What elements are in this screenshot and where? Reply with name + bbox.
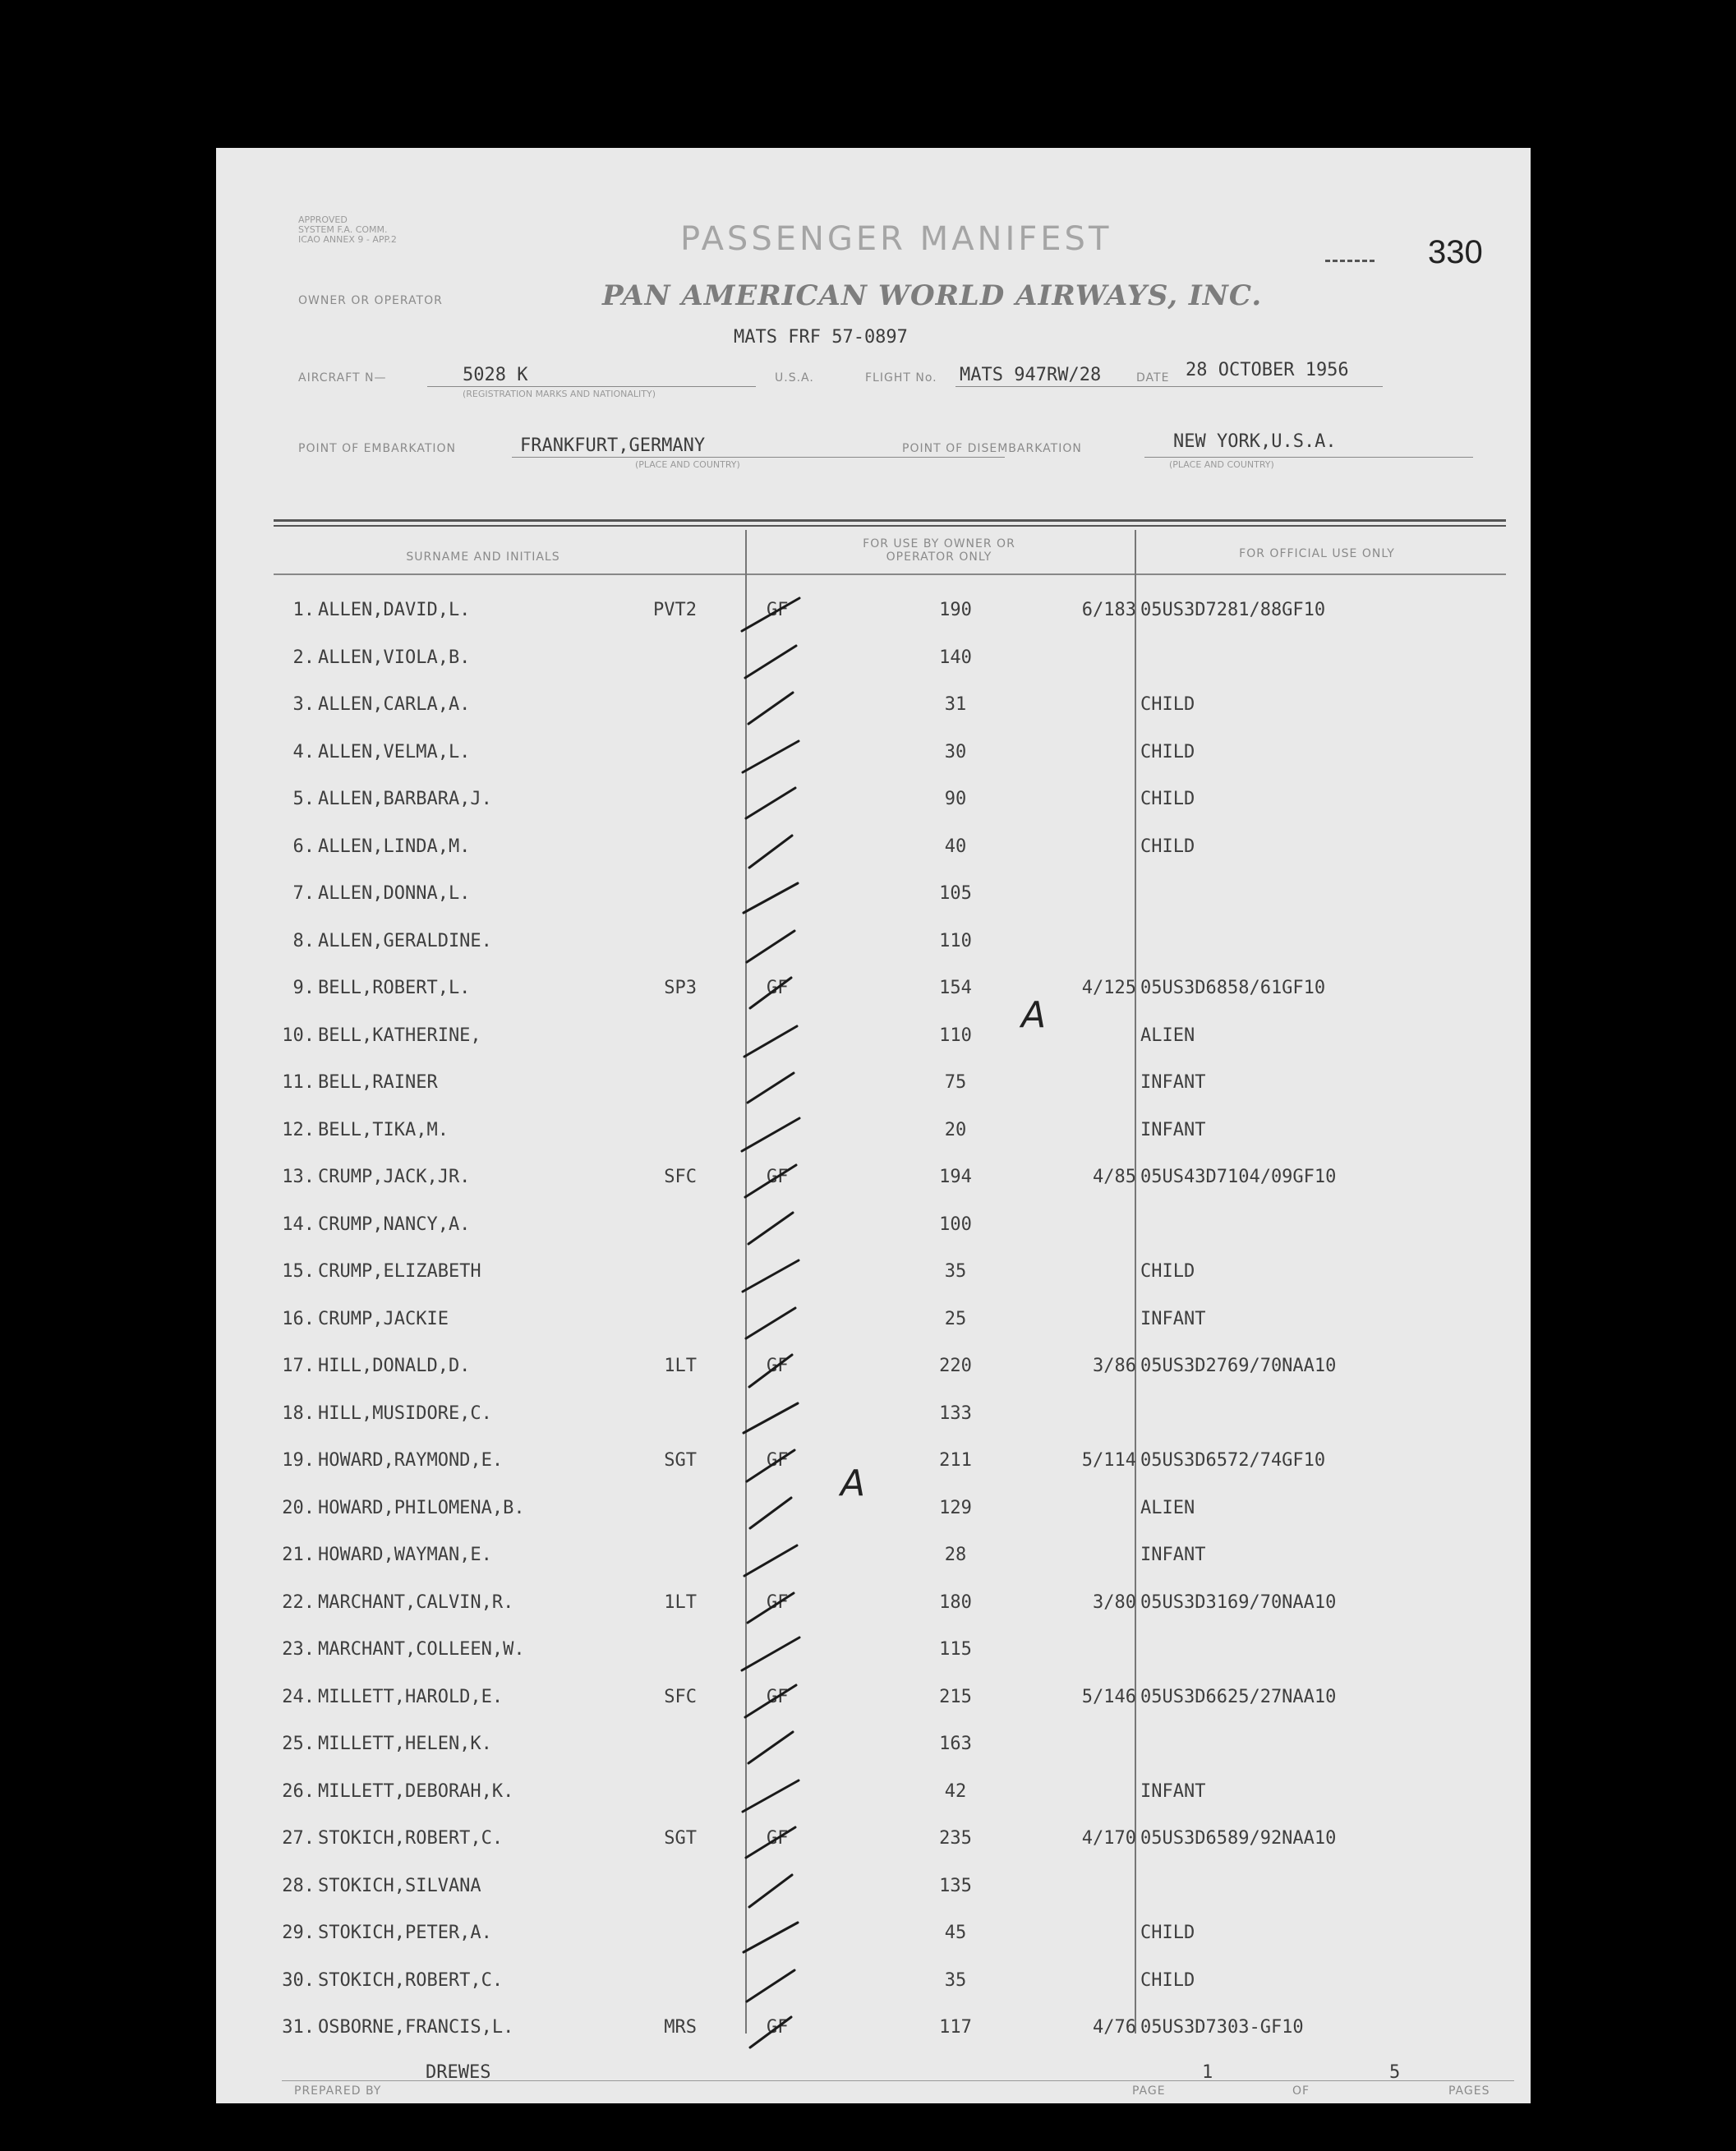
embark-caption: (PLACE AND COUNTRY) <box>635 459 740 470</box>
passenger-name: BELL,TIKA,M. <box>318 1119 449 1140</box>
row-number: 26. <box>282 1780 315 1802</box>
official-entry: 05US3D3169/70NAA10 <box>1140 1591 1337 1613</box>
header-rule-top <box>274 519 1506 522</box>
passenger-weight: 105 <box>939 883 972 904</box>
approved-line: APPROVED <box>298 214 348 225</box>
official-entry: INFANT <box>1140 1308 1206 1329</box>
disembark-value: NEW YORK,U.S.A. <box>1173 431 1337 452</box>
passenger-name: STOKICH,PETER,A. <box>318 1923 492 1943</box>
official-entry: INFANT <box>1140 1780 1206 1802</box>
owner-value: PAN AMERICAN WORLD AIRWAYS, INC. <box>602 279 1263 312</box>
row-number: 2. <box>292 647 315 668</box>
check-mark <box>725 1679 824 1726</box>
passenger-name: MARCHANT,COLLEEN,W. <box>318 1639 525 1660</box>
passenger-weight: 40 <box>944 836 967 857</box>
passenger-row <box>216 686 1531 734</box>
check-mark <box>725 1395 824 1443</box>
passenger-row <box>216 1914 1531 1962</box>
page-number: 330 <box>1428 234 1483 270</box>
row-number: 1. <box>292 600 315 620</box>
passenger-name: HOWARD,RAYMOND,E. <box>318 1450 504 1471</box>
passenger-row <box>216 1206 1531 1254</box>
passenger-weight: 129 <box>939 1497 972 1518</box>
passenger-row <box>216 2009 1531 2057</box>
passenger-weight: 110 <box>939 930 972 951</box>
passenger-name: HILL,DONALD,D. <box>318 1356 471 1376</box>
passenger-weight: 133 <box>939 1403 972 1424</box>
passenger-row <box>216 1725 1531 1773</box>
row-number: 31. <box>282 2017 315 2038</box>
passenger-weight: 75 <box>944 1072 967 1093</box>
passenger-name: MILLETT,HELEN,K. <box>318 1734 492 1754</box>
row-number: 5. <box>292 789 315 809</box>
passenger-row <box>216 875 1531 923</box>
check-mark <box>725 1631 824 1679</box>
passenger-row <box>216 1112 1531 1159</box>
passenger-weight: 45 <box>944 1923 967 1943</box>
passenger-row <box>216 1868 1531 1915</box>
passenger-name: OSBORNE,FRANCIS,L. <box>318 2017 514 2038</box>
check-mark <box>725 686 824 734</box>
passenger-rank: SFC <box>664 1167 697 1187</box>
passenger-rank: SGT <box>664 1450 697 1471</box>
row-number: 27. <box>282 1828 315 1849</box>
row-number: 20. <box>282 1497 315 1518</box>
pages-label: PAGES <box>1448 2084 1490 2098</box>
passenger-rank: SFC <box>664 1686 697 1707</box>
handwritten-a-mark: A <box>840 1462 866 1504</box>
check-mark <box>725 781 824 828</box>
manifest-sheet <box>216 148 1531 2103</box>
row-number: 12. <box>282 1119 315 1140</box>
row-number: 18. <box>282 1403 315 1424</box>
passenger-name: MARCHANT,CALVIN,R. <box>318 1591 514 1613</box>
row-number: 14. <box>282 1214 315 1235</box>
check-mark <box>725 1725 824 1773</box>
passenger-weight: 28 <box>944 1545 967 1565</box>
passenger-weight: 154 <box>939 978 972 998</box>
official-entry: 05US43D7104/09GF10 <box>1140 1167 1337 1187</box>
passenger-weight: 180 <box>939 1591 972 1613</box>
passenger-row <box>216 1490 1531 1537</box>
passenger-name: HOWARD,PHILOMENA,B. <box>318 1497 525 1518</box>
aircraft-value: 5028 K <box>463 365 528 385</box>
passenger-row <box>216 1347 1531 1395</box>
passenger-weight: 194 <box>939 1167 972 1187</box>
official-entry: CHILD <box>1140 1261 1195 1282</box>
usa-label: U.S.A. <box>775 371 814 385</box>
row-number: 25. <box>282 1734 315 1754</box>
header-official-use: FOR OFFICIAL USE ONLY <box>1239 547 1395 560</box>
official-entry: CHILD <box>1140 1923 1195 1943</box>
official-entry: 05US3D6572/74GF10 <box>1140 1450 1326 1471</box>
passenger-name: BELL,RAINER <box>318 1072 438 1093</box>
row-number: 10. <box>282 1025 315 1046</box>
row-number: 29. <box>282 1923 315 1943</box>
row-number: 3. <box>292 694 315 715</box>
official-entry: 05US3D7303-GF10 <box>1140 2017 1304 2038</box>
official-entry: 05US3D6589/92NAA10 <box>1140 1828 1337 1849</box>
baggage-count: 4/125 <box>1081 978 1136 998</box>
owner-label: OWNER OR OPERATOR <box>298 294 443 307</box>
embark-underline <box>512 457 1005 458</box>
passenger-row <box>216 1158 1531 1206</box>
baggage-count: 5/114 <box>1081 1450 1136 1471</box>
baggage-count: 4/170 <box>1081 1828 1136 1849</box>
official-entry: CHILD <box>1140 836 1195 857</box>
check-mark <box>725 1064 824 1112</box>
aircraft-label: AIRCRAFT N— <box>298 371 387 385</box>
row-number: 17. <box>282 1356 315 1376</box>
page-value: 1 <box>1202 2062 1213 2083</box>
passenger-name: CRUMP,JACK,JR. <box>318 1167 471 1187</box>
page-title: PASSENGER MANIFEST <box>680 220 1112 258</box>
passenger-name: HILL,MUSIDORE,C. <box>318 1403 492 1424</box>
header-owner-use: FOR USE BY OWNER OR OPERATOR ONLY <box>863 537 1015 564</box>
passenger-row <box>216 1395 1531 1443</box>
official-entry: ALIEN <box>1140 1025 1195 1046</box>
passenger-weight: 31 <box>944 694 967 715</box>
row-number: 21. <box>282 1545 315 1565</box>
disembark-caption: (PLACE AND COUNTRY) <box>1169 459 1274 470</box>
approved-line: ICAO ANNEX 9 - APP.2 <box>298 234 397 245</box>
row-number: 8. <box>292 930 315 951</box>
row-number: 9. <box>292 978 315 998</box>
passenger-code: GF <box>767 1591 789 1613</box>
check-mark <box>725 1112 824 1159</box>
row-number: 4. <box>292 741 315 762</box>
passenger-rank: 1LT <box>664 1591 697 1613</box>
prepared-value: DREWES <box>426 2062 491 2083</box>
check-mark <box>725 1206 824 1254</box>
check-mark <box>725 1868 824 1915</box>
passenger-name: BELL,KATHERINE, <box>318 1025 481 1046</box>
passenger-name: ALLEN,VELMA,L. <box>318 741 471 762</box>
passenger-name: ALLEN,GERALDINE. <box>318 930 492 951</box>
passenger-row <box>216 1962 1531 2010</box>
passenger-name: ALLEN,BARBARA,J. <box>318 789 492 809</box>
passenger-name: HOWARD,WAYMAN,E. <box>318 1545 492 1565</box>
handwritten-a-mark: A <box>1021 994 1047 1036</box>
mats-number: MATS FRF 57-0897 <box>734 327 908 348</box>
baggage-count: 6/183 <box>1081 600 1136 620</box>
passenger-weight: 35 <box>944 1969 967 1991</box>
check-mark <box>725 1820 824 1868</box>
check-mark <box>725 1584 824 1632</box>
row-number: 30. <box>282 1969 315 1991</box>
passenger-weight: 115 <box>939 1639 972 1660</box>
aircraft-caption: (REGISTRATION MARKS AND NATIONALITY) <box>463 389 656 399</box>
passenger-code: GF <box>767 2017 789 2038</box>
passenger-weight: 190 <box>939 600 972 620</box>
flight-label: FLIGHT No. <box>865 371 937 385</box>
passenger-name: ALLEN,DONNA,L. <box>318 883 471 904</box>
row-number: 23. <box>282 1639 315 1660</box>
passenger-row <box>216 970 1531 1017</box>
date-value: 28 OCTOBER 1956 <box>1186 360 1349 380</box>
check-mark <box>725 1914 824 1962</box>
passenger-name: CRUMP,ELIZABETH <box>318 1261 481 1282</box>
official-entry: 05US3D7281/88GF10 <box>1140 600 1326 620</box>
passenger-rank: 1LT <box>664 1356 697 1376</box>
check-mark <box>725 639 824 687</box>
passenger-weight: 235 <box>939 1828 972 1849</box>
passenger-name: STOKICH,SILVANA <box>318 1875 481 1896</box>
check-mark <box>725 875 824 923</box>
passenger-weight: 135 <box>939 1875 972 1896</box>
official-entry: INFANT <box>1140 1119 1206 1140</box>
approved-block <box>298 215 397 245</box>
official-entry: INFANT <box>1140 1072 1206 1093</box>
passenger-row <box>216 1820 1531 1868</box>
passenger-row <box>216 1017 1531 1065</box>
official-entry: INFANT <box>1140 1545 1206 1565</box>
passenger-code: GF <box>767 1356 789 1376</box>
check-mark <box>725 1301 824 1348</box>
passenger-row <box>216 781 1531 828</box>
passenger-row <box>216 923 1531 970</box>
passenger-name: ALLEN,CARLA,A. <box>318 694 471 715</box>
passenger-weight: 220 <box>939 1356 972 1376</box>
check-mark <box>725 1253 824 1301</box>
official-entry: CHILD <box>1140 789 1195 809</box>
passenger-weight: 42 <box>944 1780 967 1802</box>
date-label: DATE <box>1136 371 1170 385</box>
passenger-weight: 30 <box>944 741 967 762</box>
passenger-row <box>216 1442 1531 1490</box>
check-mark <box>725 2009 824 2057</box>
passenger-rank: PVT2 <box>653 600 697 620</box>
check-mark <box>725 1158 824 1206</box>
passenger-name: CRUMP,JACKIE <box>318 1308 449 1329</box>
passenger-row <box>216 828 1531 876</box>
passenger-name: MILLETT,DEBORAH,K. <box>318 1780 514 1802</box>
check-mark <box>725 734 824 781</box>
passenger-row <box>216 734 1531 781</box>
approved-line: SYSTEM F.A. COMM. <box>298 224 388 235</box>
official-entry: 05US3D2769/70NAA10 <box>1140 1356 1337 1376</box>
passenger-weight: 110 <box>939 1025 972 1046</box>
header-rule-top-2 <box>274 525 1506 527</box>
of-label: OF <box>1292 2084 1310 2098</box>
passenger-weight: 140 <box>939 647 972 668</box>
official-entry: 05US3D6625/27NAA10 <box>1140 1686 1337 1707</box>
row-number: 13. <box>282 1167 315 1187</box>
passenger-weight: 211 <box>939 1450 972 1471</box>
check-mark <box>725 1490 824 1537</box>
row-number: 15. <box>282 1261 315 1282</box>
passenger-name: ALLEN,DAVID,L. <box>318 600 471 620</box>
passenger-weight: 215 <box>939 1686 972 1707</box>
passenger-name: CRUMP,NANCY,A. <box>318 1214 471 1235</box>
passenger-row <box>216 1064 1531 1112</box>
official-entry: 05US3D6858/61GF10 <box>1140 978 1326 998</box>
passenger-row <box>216 1253 1531 1301</box>
passenger-row <box>216 1631 1531 1679</box>
passenger-row <box>216 1773 1531 1821</box>
passenger-rank: MRS <box>664 2017 697 2038</box>
flight-underline <box>955 386 1383 387</box>
check-mark <box>725 1347 824 1395</box>
passenger-name: MILLETT,HAROLD,E. <box>318 1686 504 1707</box>
of-value: 5 <box>1389 2062 1401 2083</box>
check-mark <box>725 1962 824 2010</box>
baggage-count: 3/86 <box>1093 1356 1136 1376</box>
passenger-name: ALLEN,VIOLA,B. <box>318 647 471 668</box>
passenger-weight: 20 <box>944 1119 967 1140</box>
row-number: 16. <box>282 1308 315 1329</box>
passenger-weight: 90 <box>944 789 967 809</box>
header-rule-bottom <box>274 573 1506 575</box>
row-number: 19. <box>282 1450 315 1471</box>
passenger-name: ALLEN,LINDA,M. <box>318 836 471 857</box>
passenger-code: GF <box>767 978 789 998</box>
row-number: 7. <box>292 883 315 904</box>
passenger-row <box>216 1584 1531 1632</box>
passenger-name: STOKICH,ROBERT,C. <box>318 1969 504 1991</box>
passenger-rank: SGT <box>664 1828 697 1849</box>
baggage-count: 4/76 <box>1093 2017 1136 2038</box>
row-number: 22. <box>282 1591 315 1613</box>
check-mark <box>725 828 824 876</box>
passenger-row <box>216 592 1531 639</box>
row-number: 6. <box>292 836 315 857</box>
official-entry: CHILD <box>1140 741 1195 762</box>
header-surname: SURNAME AND INITIALS <box>406 550 560 564</box>
embark-label: POINT OF EMBARKATION <box>298 442 457 455</box>
passenger-weight: 100 <box>939 1214 972 1235</box>
passenger-code: GF <box>767 1828 789 1849</box>
dash-mark <box>1325 260 1375 262</box>
passenger-weight: 35 <box>944 1261 967 1282</box>
passenger-row <box>216 1301 1531 1348</box>
disembark-underline <box>1144 457 1473 458</box>
passenger-code: GF <box>767 600 789 620</box>
prepared-label: PREPARED BY <box>294 2084 382 2098</box>
check-mark <box>725 970 824 1017</box>
passenger-weight: 25 <box>944 1308 967 1329</box>
baggage-count: 5/146 <box>1081 1686 1136 1707</box>
aircraft-underline <box>427 386 756 387</box>
passenger-row <box>216 1679 1531 1726</box>
passenger-name: STOKICH,ROBERT,C. <box>318 1828 504 1849</box>
baggage-count: 3/80 <box>1093 1591 1136 1613</box>
baggage-count: 4/85 <box>1093 1167 1136 1187</box>
passenger-code: GF <box>767 1450 789 1471</box>
check-mark <box>725 1442 824 1490</box>
official-entry: CHILD <box>1140 694 1195 715</box>
passenger-weight: 117 <box>939 2017 972 2038</box>
passenger-row <box>216 639 1531 687</box>
passenger-row <box>216 1536 1531 1584</box>
page-label: PAGE <box>1132 2084 1166 2098</box>
passenger-name: BELL,ROBERT,L. <box>318 978 471 998</box>
check-mark <box>725 1773 824 1821</box>
official-entry: ALIEN <box>1140 1497 1195 1518</box>
flight-value: MATS 947RW/28 <box>960 365 1102 385</box>
official-entry: CHILD <box>1140 1969 1195 1991</box>
row-number: 28. <box>282 1875 315 1896</box>
passenger-code: GF <box>767 1686 789 1707</box>
passenger-weight: 163 <box>939 1734 972 1754</box>
check-mark <box>725 923 824 970</box>
embark-value: FRANKFURT,GERMANY <box>520 435 706 456</box>
passenger-code: GF <box>767 1167 789 1187</box>
row-number: 24. <box>282 1686 315 1707</box>
disembark-label: POINT OF DISEMBARKATION <box>902 442 1082 455</box>
row-number: 11. <box>282 1072 315 1093</box>
check-mark <box>725 592 824 639</box>
check-mark <box>725 1017 824 1065</box>
passenger-rank: SP3 <box>664 978 697 998</box>
check-mark <box>725 1536 824 1584</box>
